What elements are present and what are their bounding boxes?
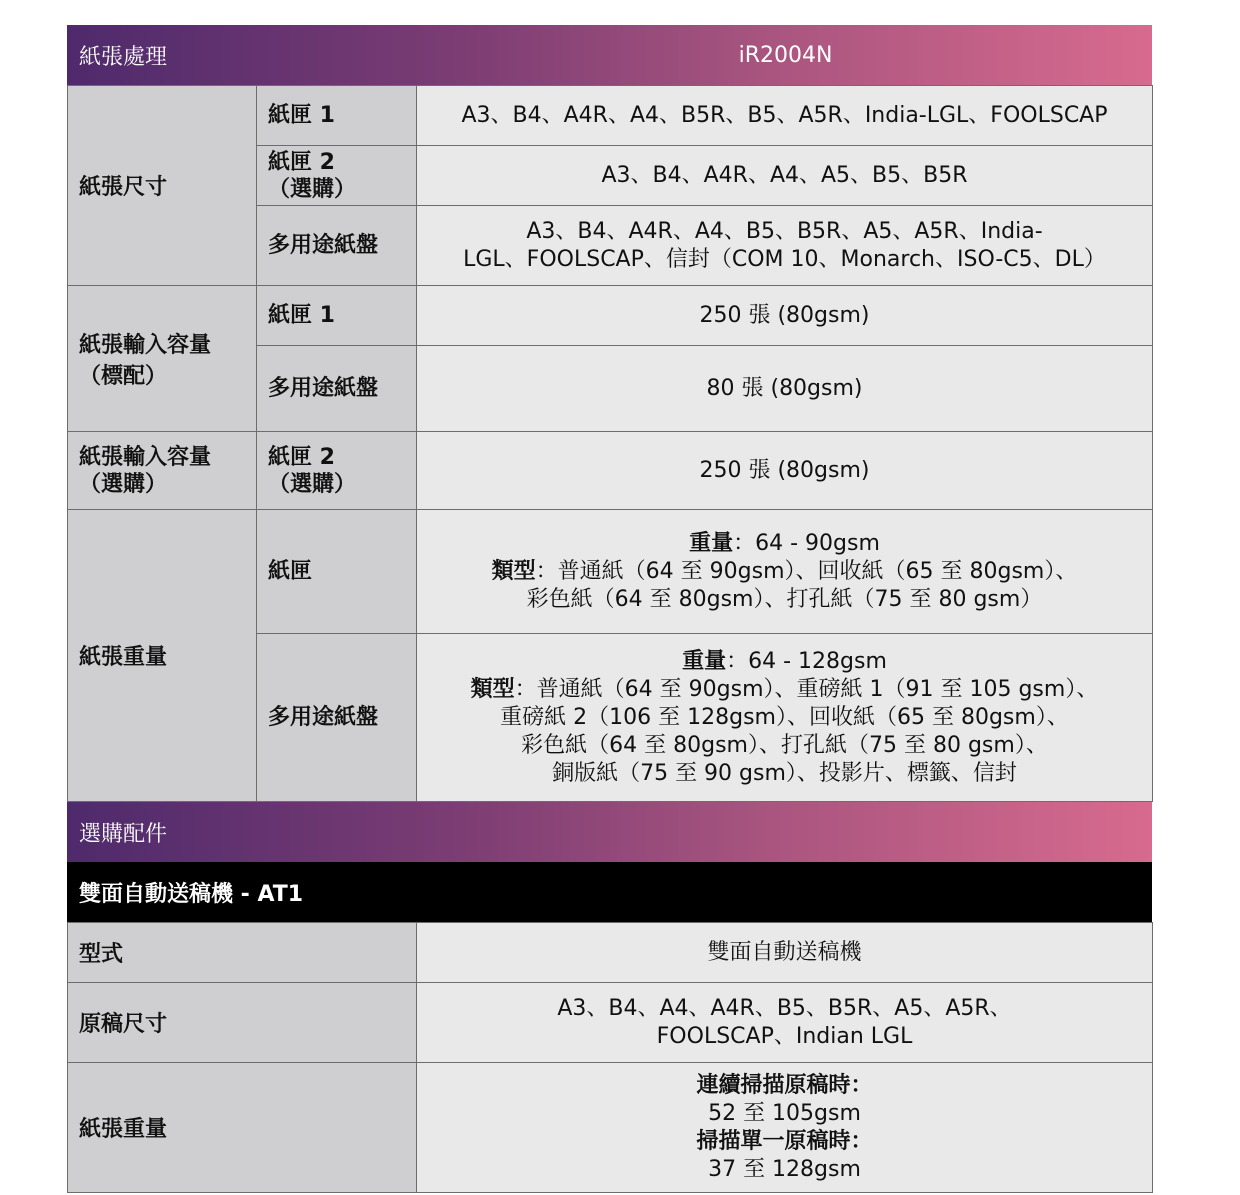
source-multipurpose-tray: 多用途紙盤 [257, 634, 417, 802]
row-label-paper-weight: 紙張重量 [68, 1063, 417, 1193]
source-cassette-2 [257, 146, 417, 206]
model-name: iR2004N [738, 42, 833, 68]
table-row [68, 432, 1153, 510]
table-row [68, 1063, 1153, 1193]
table-row [68, 510, 1153, 634]
value-line: 52 至 105gsm [708, 1100, 861, 1126]
paper-handling-table [67, 85, 1153, 802]
source-cassette-1: 紙匣 1 [257, 86, 417, 146]
adf-table [67, 922, 1153, 1193]
weight-cassette [417, 510, 1153, 634]
weight-key: 重量 [689, 530, 734, 556]
table-row [68, 983, 1153, 1063]
row-label-paper-size: 紙張尺寸 [68, 86, 257, 286]
type-value: ：普通紙（64 至 90gsm）、重磅紙 1（91 至 105 gsm）、 [514, 676, 1099, 702]
weight-key: 重量 [682, 648, 727, 674]
section-header-paper-handling [67, 25, 1152, 85]
row-label-original-size: 原稿尺寸 [68, 983, 417, 1063]
label-line: （選購） [79, 471, 168, 497]
label-line: 紙張輸入容量 [79, 332, 212, 358]
row-label-paper-weight: 紙張重量 [68, 510, 257, 802]
type-value: ：普通紙（64 至 90gsm）、回收紙（65 至 80gsm）、 [535, 558, 1078, 584]
source-cassette-1: 紙匣 1 [257, 286, 417, 346]
table-row [68, 86, 1153, 146]
capacity-cassette-2: 250 張 (80gsm) [417, 432, 1153, 510]
value-line: A3、B4、A4、A4R、B5、B5R、A5、A5R、 [557, 995, 1012, 1021]
label-line: （標配） [79, 363, 168, 389]
label-line: 紙張輸入容量 [79, 444, 212, 470]
value-line: FOOLSCAP、Indian LGL [656, 1023, 913, 1049]
value-line: A3、B4、A4R、A4、B5、B5R、A5、A5R、India- [526, 218, 1043, 244]
type-value: 重磅紙 2（106 至 128gsm）、回收紙（65 至 80gsm）、 [500, 704, 1069, 730]
source-cassette: 紙匣 [257, 510, 417, 634]
source-sublabel: （選購） [268, 471, 357, 497]
source-sublabel: （選購） [268, 176, 357, 202]
spec-sheet [67, 25, 1152, 1193]
value-line: 連續掃描原稿時： [696, 1072, 873, 1098]
section-title: 紙張處理 [79, 44, 168, 70]
source-label: 紙匣 2 [268, 149, 335, 175]
adf-title-bar: 雙面自動送稿機 - AT1 [67, 862, 1152, 922]
type-key: 類型 [470, 676, 515, 702]
row-label-input-optional [68, 432, 257, 510]
adf-size-value [417, 983, 1153, 1063]
value-line: 掃描單一原稿時： [696, 1128, 873, 1154]
adf-type-value: 雙面自動送稿機 [417, 923, 1153, 983]
type-key: 類型 [491, 558, 536, 584]
table-row [68, 923, 1153, 983]
weight-value: ：64 - 128gsm [726, 648, 887, 674]
source-label: 紙匣 2 [268, 444, 335, 470]
row-label-input-standard [68, 286, 257, 432]
capacity-cassette-1: 250 張 (80gsm) [417, 286, 1153, 346]
table-row [68, 286, 1153, 346]
paper-size-cassette-2: A3、B4、A4R、A4、A5、B5、B5R [417, 146, 1153, 206]
adf-weight-value [417, 1063, 1153, 1193]
type-value: 銅版紙（75 至 90 gsm）、投影片、標籤、信封 [552, 760, 1017, 786]
weight-multipurpose-tray [417, 634, 1153, 802]
source-multipurpose-tray: 多用途紙盤 [257, 206, 417, 286]
value-line: 37 至 128gsm [708, 1156, 861, 1182]
section-header-options [67, 802, 1152, 862]
source-multipurpose-tray: 多用途紙盤 [257, 346, 417, 432]
paper-size-multipurpose-tray [417, 206, 1153, 286]
capacity-multipurpose-tray: 80 張 (80gsm) [417, 346, 1153, 432]
type-value: 彩色紙（64 至 80gsm）、打孔紙（75 至 80 gsm） [526, 586, 1043, 612]
section-title: 選購配件 [79, 821, 168, 847]
source-cassette-2 [257, 432, 417, 510]
type-value: 彩色紙（64 至 80gsm）、打孔紙（75 至 80 gsm）、 [521, 732, 1048, 758]
value-line: LGL、FOOLSCAP、信封（COM 10、Monarch、ISO-C5、DL） [463, 246, 1106, 272]
weight-value: ：64 - 90gsm [733, 530, 880, 556]
paper-size-cassette-1: A3、B4、A4R、A4、B5R、B5、A5R、India-LGL、FOOLSCAP [417, 86, 1153, 146]
row-label-type: 型式 [68, 923, 417, 983]
